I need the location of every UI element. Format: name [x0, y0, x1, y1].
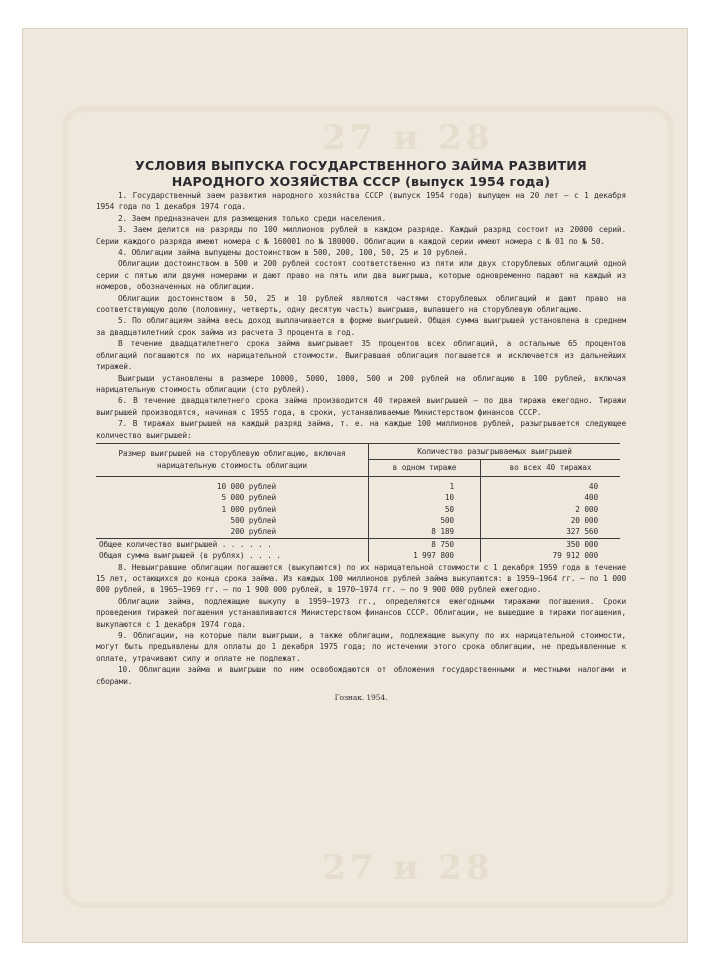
prize-amount: 5 000 рублей [221, 493, 276, 503]
conditions-part-b [96, 562, 626, 687]
table-row [96, 492, 620, 503]
paragraph: Облигации достоинством в 500 и 200 рублей состоят соответственно из пяти или двух сторублевых облигаций одной серии с пятью или двумя номерами и дают право на пять или два выигрыша, которые одновременно падают на каждый из номеров, обозначенных на облигации. [96, 259, 626, 292]
printer-imprint: Гознак. 1954. [334, 693, 388, 703]
paragraph: 4. Облигации займа выпущены достоинством в 500, 200, 100, 50, 25 и 10 рублей. [118, 248, 468, 258]
count-all-draws: 400 [584, 493, 598, 503]
paragraph: 10. Облигации займа и выигрыши по ним освобождаются от обложения государственными и местными налогами и сборами. [96, 665, 626, 686]
prize-amount: 500 рублей [230, 515, 276, 525]
count-all-draws: 40 [588, 481, 598, 491]
table-row [96, 476, 620, 492]
header-one-draw: в одном тираже [369, 460, 481, 476]
paragraph: 6. В течение двадцатилетнего срока займа производится 40 тиражей выигрышей — по два тиража ежегодно. Тиражи выигрышей производятся, начиная с 1955 года, в сроки, устанавливаемые Министерством финансов СССР. [96, 396, 626, 417]
watermark-bottom: 27 и 28 [322, 848, 494, 888]
conditions-part-a [96, 190, 626, 441]
conditions-text [96, 158, 626, 703]
total-sum-all: 79 912 000 [552, 551, 598, 561]
paragraph: 3. Заем делится на разряды по 100 миллионов рублей в каждом разряде. Каждый разряд состоит из 20000 серий. Серии каждого разряда имеют номера с № 160001 по № 180000. Облигации в каждой серии имеют номера с № 01 по № 50. [96, 225, 626, 246]
count-one-draw: 50 [369, 504, 481, 515]
count-one-draw: 10 [369, 492, 481, 503]
total-sum-one: 1 997 800 [369, 550, 481, 561]
paragraph: 5. По облигациям займа весь доход выплачивается в форме выигрышей. Общая сумма выигрышей установлена в среднем за двадцатилетний срок займа из расчета 3 процента в год. [96, 316, 626, 337]
total-count-row [96, 538, 620, 550]
document-title [96, 158, 626, 190]
total-count-label: Общее количество выигрышей . . . . . . [96, 538, 369, 550]
table-row [96, 515, 620, 526]
total-count-all: 350 000 [480, 538, 620, 550]
paragraph: 7. В тиражах выигрышей на каждый разряд займа, т. е. на каждые 100 миллионов рублей, разыгрывается следующее количество выигрышей: [96, 419, 626, 440]
paragraph: 8. Невыигравшие облигации погашаются (выкупаются) по их нарицательной стоимости с 1 декабря 1959 года в течение 15 лет, остающихся до конца срока займа. Из каждых 100 миллионов рублей займа выкупаются: в 1959—1964 гг. — по 1 000 000 рублей, в 1965—1969 гг. — по 1 900 000 рублей, в 1970—1974 гг. — по 9 900 000 рублей ежегодно. [96, 562, 626, 595]
paragraph: 2. Заем предназначен для размещения только среди населения. [118, 213, 387, 223]
count-all-draws: 327 560 [566, 527, 598, 537]
total-sum-row [96, 550, 620, 561]
paragraph: Выигрыши установлены в размере 10000, 5000, 1000, 500 и 200 рублей на облигацию в 100 рублей, включая нарицательную стоимость облигации (сто рублей). [96, 373, 626, 394]
paragraph: В течение двадцатилетнего срока займа выигрывает 35 процентов всех облигаций, а остальные 65 процентов облигаций погашаются по их нарицательной стоимости. Выигравшая облигация погашается и исключается из дальнейших тиражей. [96, 339, 626, 372]
prize-amount: 10 000 рублей [216, 481, 276, 491]
prize-table [96, 443, 620, 562]
header-prize-size: Размер выигрышей на сторублевую облигацию, включая нарицательную стоимость облигации [96, 443, 369, 476]
count-all-draws: 2 000 [575, 504, 598, 514]
prize-amount: 1 000 рублей [221, 504, 276, 514]
total-count-one: 8 750 [369, 538, 481, 550]
count-one-draw: 8 189 [369, 526, 481, 538]
header-prize-count: Количество разыгрываемых выигрышей [369, 443, 621, 459]
count-all-draws: 20 000 [570, 515, 598, 525]
count-one-draw: 500 [369, 515, 481, 526]
watermark-top: 27 и 28 [322, 118, 494, 158]
count-one-draw: 1 [369, 476, 481, 492]
table-row [96, 504, 620, 515]
title-line-1: УСЛОВИЯ ВЫПУСКА ГОСУДАРСТВЕННОГО ЗАЙМА РАЗВИТИЯ [135, 158, 587, 173]
prize-amount: 200 рублей [230, 527, 276, 537]
total-sum-label: Общая сумма выигрышей (в рублях) . . . . [99, 551, 281, 561]
paragraph: Облигации займа, подлежащие выкупу в 1959—1973 гг., определяются ежегодными тиражами погашения. Сроки проведения тиражей погашения устанавливаются Министерством финансов СССР. Облигации, не вышедшие в тиражи погашения, выкупаются с 1 декабря 1974 года. [96, 596, 626, 629]
paragraph: 9. Облигации, на которые пали выигрыши, а также облигации, подлежащие выкупу по их нарицательной стоимости, могут быть предъявлены для оплаты до 1 декабря 1975 года; по истечении этого срока облигации, не предъявленные к оплате, утрачивают силу и оплате не подлежат. [96, 631, 626, 663]
table-row [96, 526, 620, 538]
header-all-draws: во всех 40 тиражах [480, 460, 620, 476]
paragraph: 1. Государственный заем развития народного хозяйства СССР (выпуск 1954 года) выпущен на 20 лет — с 1 декабря 1954 года по 1 декабря 1974 года. [96, 191, 626, 212]
title-line-2: НАРОДНОГО ХОЗЯЙСТВА СССР (выпуск 1954 года) [171, 174, 551, 189]
paragraph: Облигации достоинством в 50, 25 и 10 рублей являются частями сторублевых облигаций и дают право на соответствующую долю (половину, четверть, одну десятую часть) выигрыша, выпавшего на сторублевую облигацию. [96, 293, 626, 315]
